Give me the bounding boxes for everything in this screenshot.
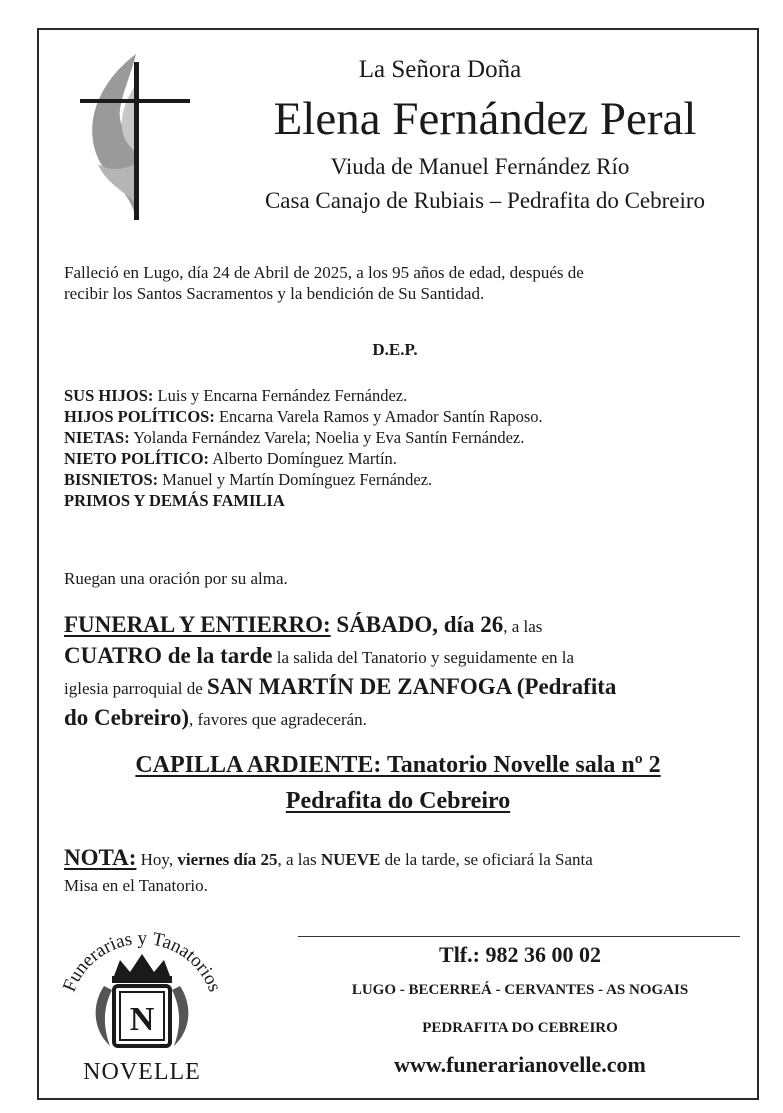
note-block xyxy=(64,845,744,899)
family-text: Luis y Encarna Fernández Fernández. xyxy=(153,386,408,405)
family-row xyxy=(64,469,543,490)
logo-arc-text: Funerarias y Tanatorios xyxy=(58,927,226,995)
family-row xyxy=(64,490,543,511)
funeral-text: iglesia parroquial de xyxy=(64,679,208,698)
logo-name: NOVELLE xyxy=(83,1059,201,1085)
note-text: , a las xyxy=(277,850,321,869)
funeral-day: SÁBADO, día 26 xyxy=(330,612,504,637)
family-label: NIETAS: xyxy=(64,428,130,447)
funeral-time: CUATRO de la tarde xyxy=(64,643,273,668)
novelle-logo xyxy=(52,924,232,1089)
note-text: Hoy, xyxy=(136,850,178,869)
locations: LUGO - BECERREÁ - CERVANTES - AS NOGAIS xyxy=(351,982,689,998)
family-row xyxy=(64,406,543,427)
town: PEDRAFITA DO CEBREIRO xyxy=(422,1020,618,1036)
family-label: HIJOS POLÍTICOS: xyxy=(64,407,215,426)
death-notice-line1: Falleció en Lugo, día 24 de Abril de 2025, a los 95 años de edad, después de xyxy=(64,263,584,282)
widow-of: Viuda de Manuel Fernández Río xyxy=(330,154,630,179)
family-text: Alberto Domínguez Martín. xyxy=(209,449,397,468)
deceased-name: Elena Fernández Peral xyxy=(273,93,697,145)
family-row xyxy=(64,385,543,406)
family-label: SUS HIJOS: xyxy=(64,386,154,405)
family-label: PRIMOS Y DEMÁS FAMILIA xyxy=(64,491,285,510)
funeral-text: , a las xyxy=(503,617,543,636)
note-label: NOTA: xyxy=(64,845,137,870)
cross-icon xyxy=(76,44,196,224)
website-link[interactable]: www.funerarianovelle.com xyxy=(394,1052,646,1077)
chapel-line2: Pedrafita do Cebreiro xyxy=(285,788,511,814)
logo-letter: N xyxy=(129,1001,155,1038)
residence: Casa Canajo de Rubiais – Pedrafita do Cebreiro xyxy=(264,188,706,213)
funeral-text: , favores que agradecerán. xyxy=(189,710,367,729)
chapel-line1: CAPILLA ARDIENTE: Tanatorio Novelle sala nº 2 xyxy=(135,752,661,778)
death-notice-line2: recibir los Santos Sacramentos y la bendición de Su Santidad. xyxy=(64,284,485,303)
church-name-cont: do Cebreiro) xyxy=(64,705,189,730)
family-label: NIETO POLÍTICO: xyxy=(64,449,210,468)
funeral-heading: FUNERAL Y ENTIERRO: xyxy=(64,612,331,637)
title-prefix: La Señora Doña xyxy=(358,56,522,83)
funeral-text: la salida del Tanatorio y seguidamente en la xyxy=(272,648,575,667)
note-day: viernes día 25 xyxy=(177,850,278,869)
footer-divider xyxy=(298,936,740,937)
family-label: BISNIETOS: xyxy=(64,470,159,489)
note-line2: Misa en el Tanatorio. xyxy=(64,876,208,895)
family-text: Encarna Varela Ramos y Amador Santín Raposo. xyxy=(214,407,543,426)
family-text: Yolanda Fernández Varela; Noelia y Eva Santín Fernández. xyxy=(129,428,525,447)
note-text: de la tarde, se oficiará la Santa xyxy=(380,850,593,869)
family-row xyxy=(64,448,543,469)
note-time: NUEVE xyxy=(320,850,381,869)
family-list xyxy=(64,385,543,511)
dep-label: D.E.P. xyxy=(372,340,418,359)
funeral-block xyxy=(64,610,744,734)
family-text: Manuel y Martín Domínguez Fernández. xyxy=(158,470,433,489)
phone-number: Tlf.: 982 36 00 02 xyxy=(439,942,601,967)
family-row xyxy=(64,427,543,448)
death-notice xyxy=(64,262,744,304)
prayer-request: Ruegan una oración por su alma. xyxy=(64,569,288,588)
church-name: SAN MARTÍN DE ZANFOGA (Pedrafita xyxy=(207,674,617,699)
